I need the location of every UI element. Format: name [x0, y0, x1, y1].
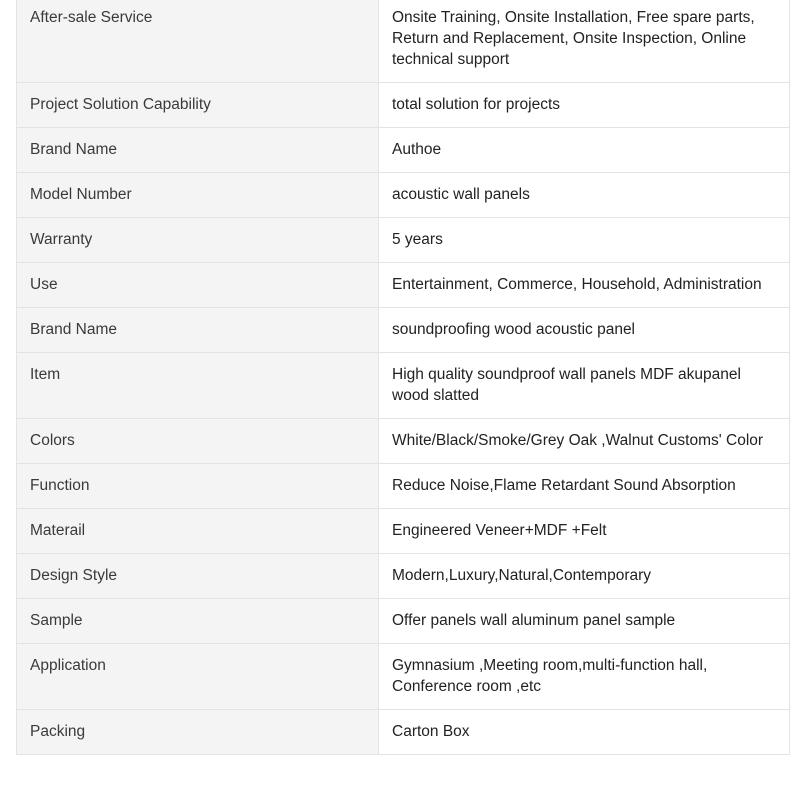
table-row	[17, 173, 790, 218]
spec-value-project-solution-capability: total solution for projects	[379, 83, 790, 128]
spec-value-design-style: Modern,Luxury,Natural,Contemporary	[379, 554, 790, 599]
spec-label-application: Application	[17, 644, 379, 710]
table-row	[17, 554, 790, 599]
spec-value-colors: White/Black/Smoke/Grey Oak ,Walnut Customs' Color	[379, 419, 790, 464]
spec-label-colors: Colors	[17, 419, 379, 464]
spec-value-sample: Offer panels wall aluminum panel sample	[379, 599, 790, 644]
spec-label-packing: Packing	[17, 710, 379, 755]
product-specs-table-container	[16, 0, 790, 755]
spec-label-project-solution-capability: Project Solution Capability	[17, 83, 379, 128]
spec-value-application: Gymnasium ,Meeting room,multi-function hall, Conference room ,etc	[379, 644, 790, 710]
spec-value-warranty: 5 years	[379, 218, 790, 263]
table-row	[17, 263, 790, 308]
spec-label-model-number: Model Number	[17, 173, 379, 218]
spec-label-function: Function	[17, 464, 379, 509]
spec-label-warranty: Warranty	[17, 218, 379, 263]
table-row	[17, 218, 790, 263]
table-row	[17, 599, 790, 644]
table-row	[17, 710, 790, 755]
table-row	[17, 0, 790, 83]
table-row	[17, 83, 790, 128]
table-row	[17, 308, 790, 353]
product-specs-table	[16, 0, 790, 755]
spec-label-material: Materail	[17, 509, 379, 554]
spec-label-item: Item	[17, 353, 379, 419]
spec-value-use: Entertainment, Commerce, Household, Administration	[379, 263, 790, 308]
spec-value-item: High quality soundproof wall panels MDF akupanel wood slatted	[379, 353, 790, 419]
spec-label-after-sale-service: After-sale Service	[17, 0, 379, 83]
spec-label-brand-name: Brand Name	[17, 128, 379, 173]
spec-value-material: Engineered Veneer+MDF +Felt	[379, 509, 790, 554]
spec-label-design-style: Design Style	[17, 554, 379, 599]
table-row	[17, 419, 790, 464]
spec-label-sample: Sample	[17, 599, 379, 644]
spec-label-use: Use	[17, 263, 379, 308]
spec-label-brand-name-2: Brand Name	[17, 308, 379, 353]
table-row	[17, 644, 790, 710]
spec-value-function: Reduce Noise,Flame Retardant Sound Absorption	[379, 464, 790, 509]
spec-value-after-sale-service: Onsite Training, Onsite Installation, Free spare parts, Return and Replacement, Onsite Inspection, Online technical support	[379, 0, 790, 83]
table-row	[17, 353, 790, 419]
table-row	[17, 509, 790, 554]
spec-value-packing: Carton Box	[379, 710, 790, 755]
spec-value-brand-name: Authoe	[379, 128, 790, 173]
spec-value-model-number: acoustic wall panels	[379, 173, 790, 218]
table-row	[17, 464, 790, 509]
table-row	[17, 128, 790, 173]
spec-value-brand-name-2: soundproofing wood acoustic panel	[379, 308, 790, 353]
